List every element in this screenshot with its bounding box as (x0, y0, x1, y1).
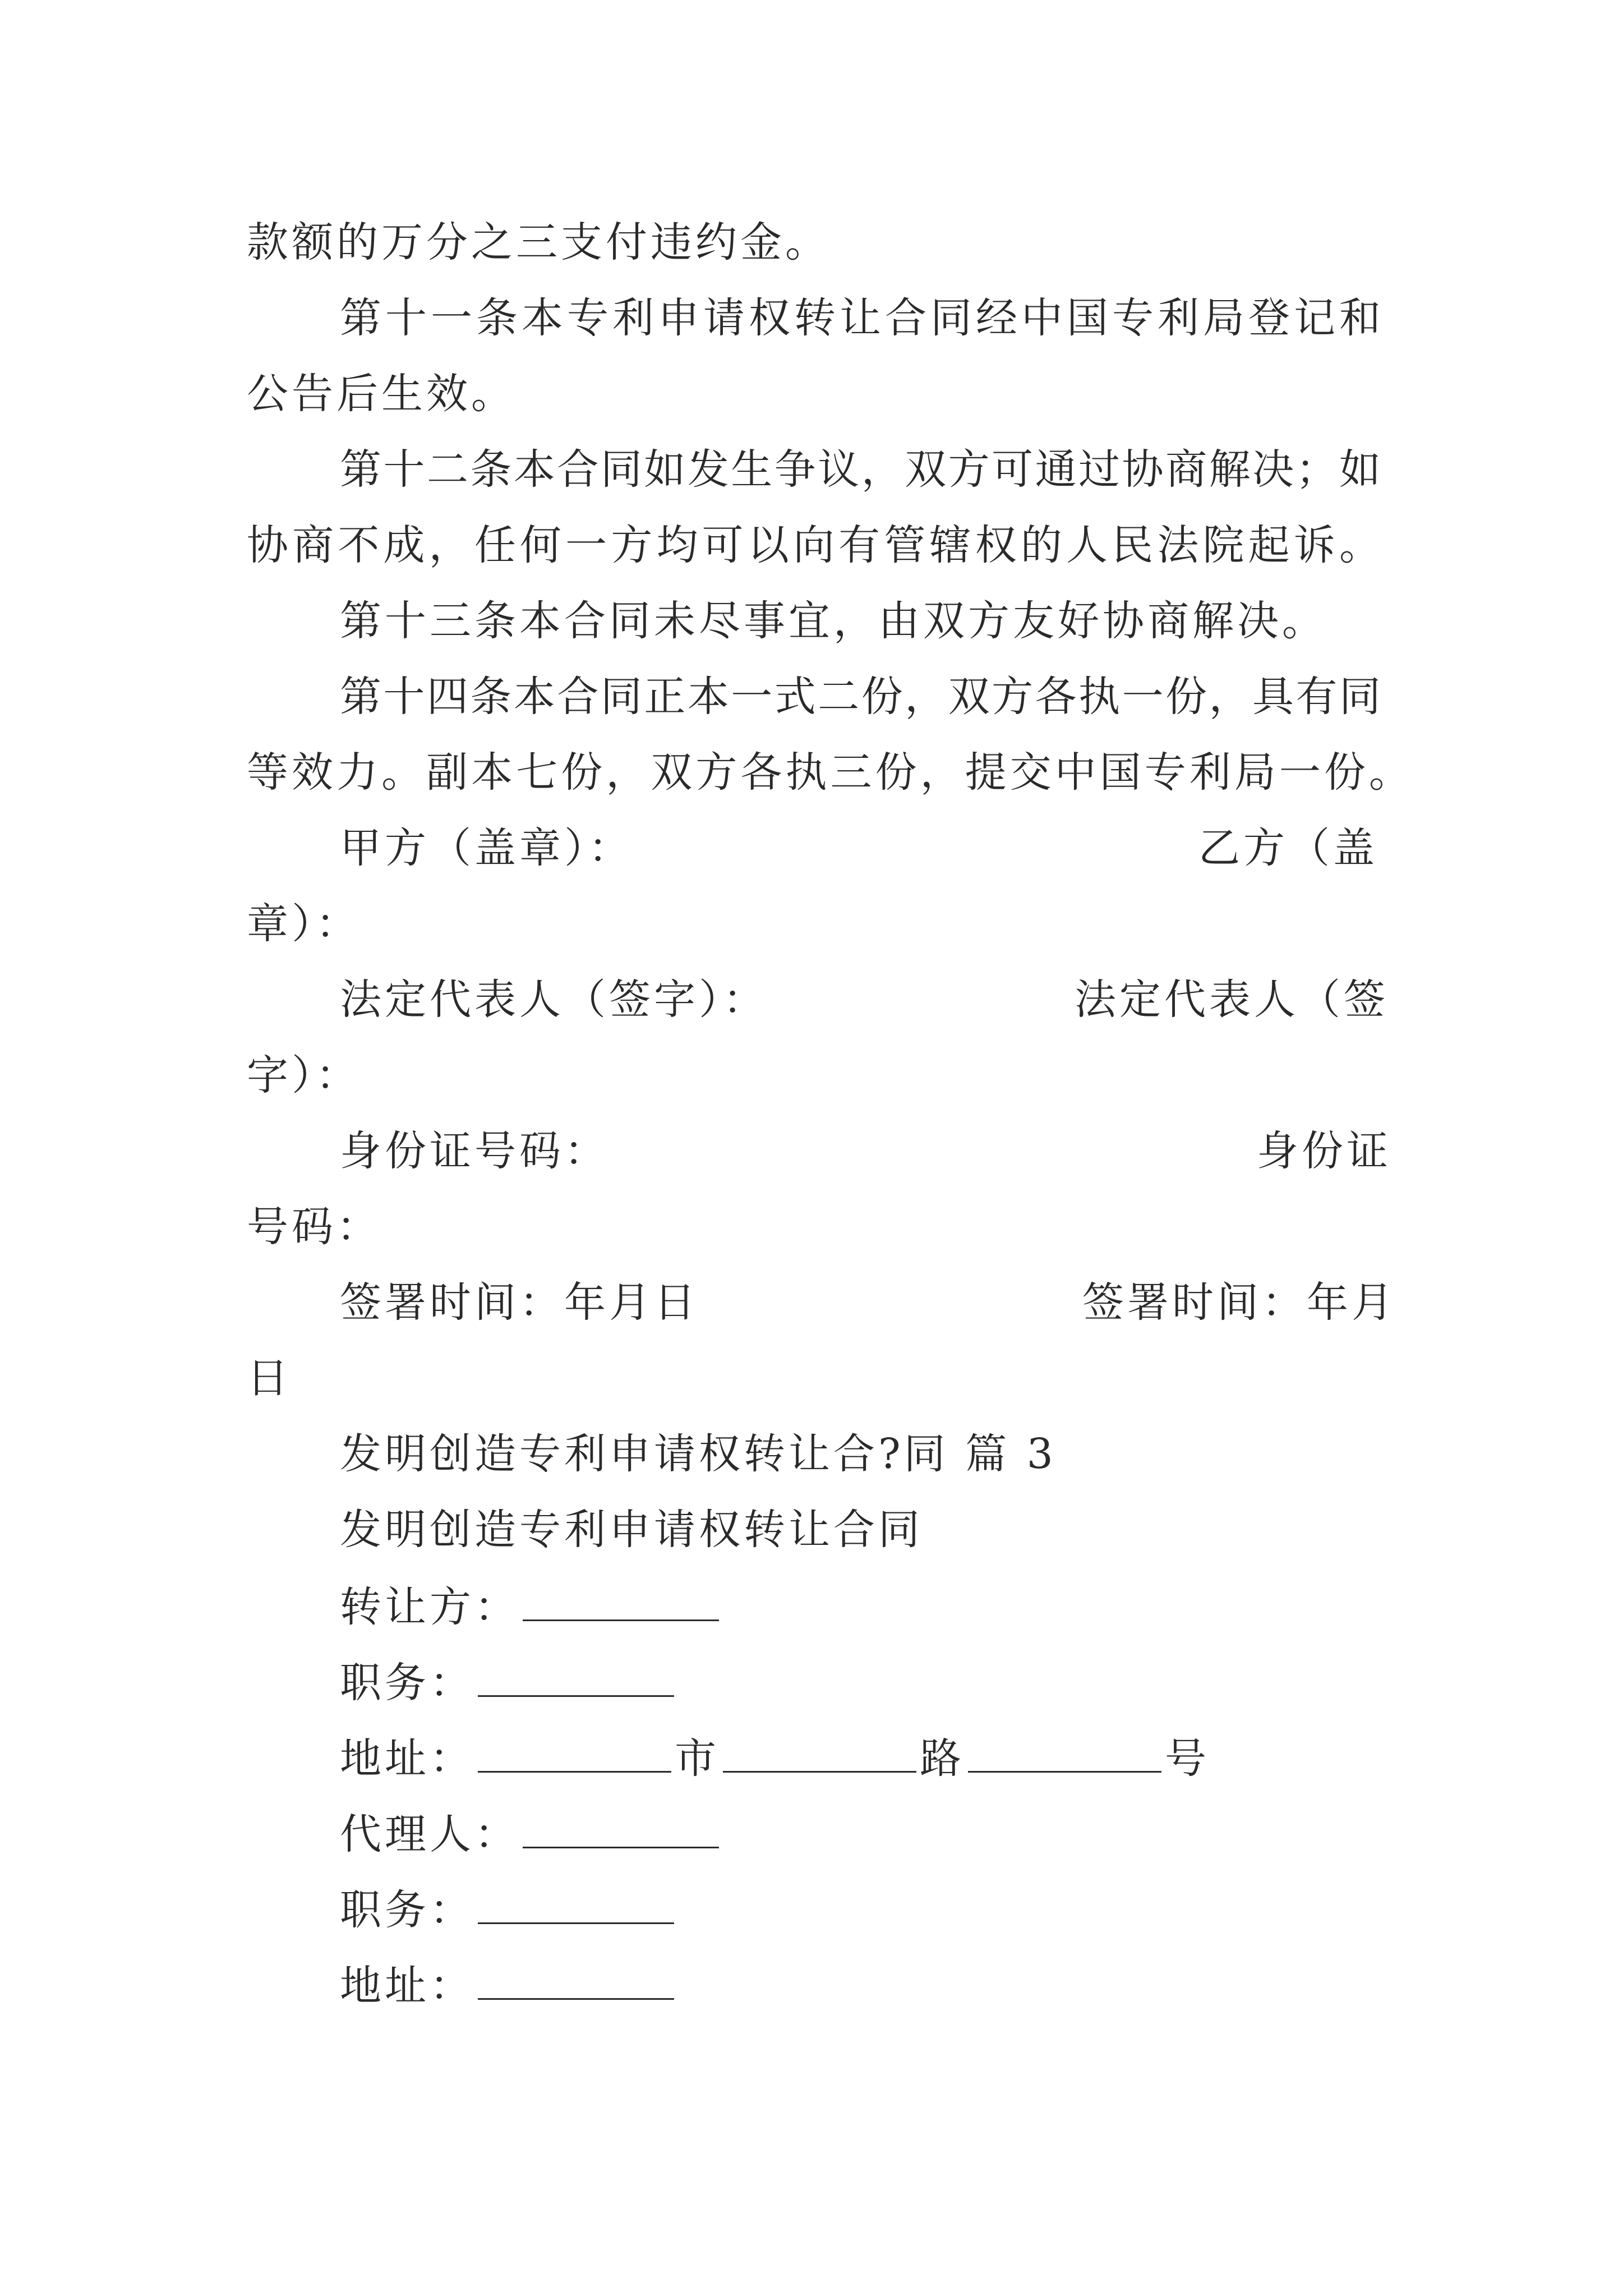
position-blank-2 (478, 1888, 674, 1924)
party-b-sign-date-cont: 日 (247, 1354, 292, 1402)
party-b-seal: 乙方（盖 (1198, 824, 1378, 872)
party-a-seal: 甲方（盖章）： (340, 824, 633, 872)
address-label-2: 地址： (340, 1962, 474, 2010)
transferor-field (340, 1583, 722, 1631)
party-a-id-number: 身份证号码： (340, 1127, 609, 1175)
address-field (340, 1734, 1210, 1783)
section-heading: 发明创造专利申请权转让合?同 篇 3 (340, 1430, 1057, 1478)
city-blank (478, 1736, 671, 1773)
paragraph-line: 协商不成，任何一方均可以向有管辖权的人民法院起诉。 (247, 521, 1381, 569)
party-a-sign-date: 签署时间：年月日 (340, 1278, 699, 1327)
article-11: 第十一条本专利申请权转让合同经中国专利局登记和 (340, 294, 1381, 342)
party-b-representative: 法定代表人（签 (1075, 976, 1389, 1024)
position-label-2: 职务： (340, 1886, 474, 1934)
address-field-2 (340, 1962, 677, 2010)
transferor-label: 转让方： (340, 1583, 519, 1631)
address-blank-2 (478, 1963, 674, 2000)
contract-title: 发明创造专利申请权转让合同 (340, 1506, 923, 1554)
number-label: 号 (1165, 1734, 1210, 1783)
party-b-sign-date: 签署时间：年月 (1082, 1278, 1396, 1327)
party-a-representative: 法定代表人（签字）： (340, 976, 768, 1024)
paragraph-line: 款额的万分之三支付违约金。 (247, 218, 830, 266)
paragraph-line: 等效力。副本七份，双方各执三份，提交中国专利局一份。 (247, 748, 1410, 797)
paragraph-line: 公告后生效。 (247, 370, 516, 418)
party-b-id-number-cont: 号码： (247, 1203, 381, 1251)
agent-field (340, 1810, 722, 1858)
number-blank (968, 1736, 1161, 1773)
agent-label: 代理人： (340, 1810, 519, 1858)
article-13: 第十三条本合同未尽事宜，由双方友好协商解决。 (340, 597, 1327, 645)
party-b-id-number: 身份证 (1257, 1127, 1391, 1175)
article-12: 第十二条本合同如发生争议，双方可通过协商解决；如 (340, 445, 1381, 494)
party-b-seal-cont: 章）： (247, 900, 361, 948)
position-field-2 (340, 1886, 677, 1934)
city-label: 市 (675, 1734, 720, 1783)
party-b-representative-cont: 字）： (247, 1051, 361, 1099)
agent-blank (523, 1812, 719, 1848)
road-blank (723, 1736, 916, 1773)
position-blank (478, 1660, 674, 1697)
road-label: 路 (920, 1734, 965, 1783)
article-14: 第十四条本合同正本一式二份，双方各执一份，具有同 (340, 673, 1381, 721)
position-label: 职务： (340, 1659, 474, 1707)
position-field (340, 1659, 677, 1707)
transferor-blank (523, 1585, 719, 1621)
address-label: 地址： (340, 1734, 474, 1783)
